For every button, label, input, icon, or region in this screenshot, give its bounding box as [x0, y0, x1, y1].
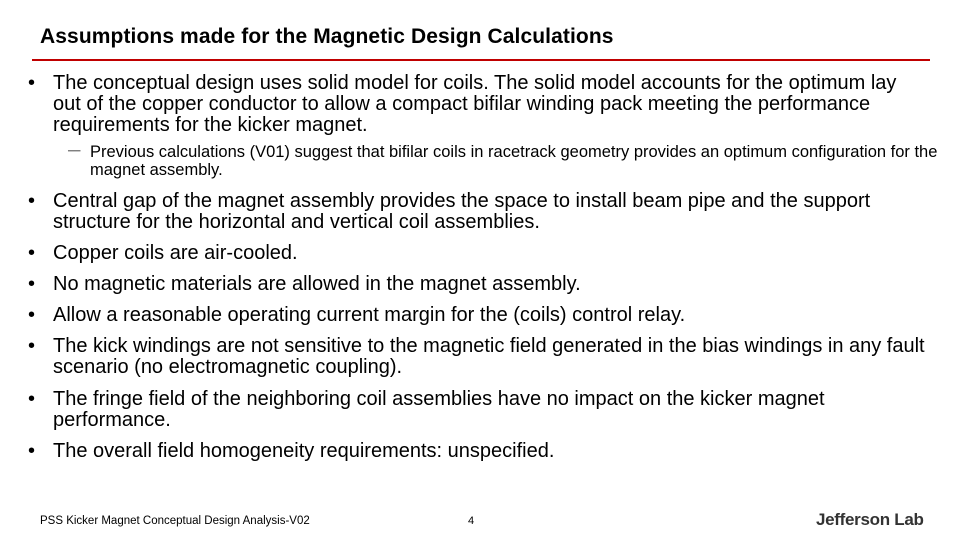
bullet-item	[28, 73, 928, 136]
bullet-item	[28, 305, 928, 326]
bullet-marker: •	[28, 72, 36, 94]
bullet-marker: •	[28, 190, 36, 212]
title-underline	[32, 59, 930, 61]
bullet-item	[28, 274, 928, 295]
bullet-text: The fringe field of the neighboring coil assemblies have no impact on the kicker magnet performance.	[53, 388, 825, 431]
sub-bullet-marker: －	[66, 143, 83, 161]
bullet-marker: •	[28, 273, 36, 295]
bullet-item	[28, 191, 928, 233]
bullet-text: The conceptual design uses solid model for coils. The solid model accounts for the optimum lay out of the copper conductor to allow a compact bifilar winding pack meeting the performance requirements for the kicker magnet.	[53, 72, 897, 136]
bullet-marker: •	[28, 388, 36, 410]
bullet-marker: •	[28, 304, 36, 326]
bullet-text: Allow a reasonable operating current margin for the (coils) control relay.	[53, 304, 686, 326]
sub-bullet-item	[66, 143, 946, 179]
bullet-marker: •	[28, 335, 36, 357]
slide-title: Assumptions made for the Magnetic Design Calculations	[40, 25, 614, 48]
bullet-item	[28, 243, 928, 264]
bullet-text: The overall field homogeneity requirements: unspecified.	[53, 440, 555, 462]
jefferson-lab-logo: Jefferson Lab	[816, 510, 924, 529]
footer-document-title: PSS Kicker Magnet Conceptual Design Analysis-V02	[40, 515, 310, 527]
bullet-item	[28, 389, 928, 431]
bullet-item	[28, 336, 928, 378]
bullet-text: Central gap of the magnet assembly provides the space to install beam pipe and the support structure for the horizontal and vertical coil assemblies.	[53, 190, 871, 233]
bullet-text: The kick windings are not sensitive to the magnetic field generated in the bias windings in any fault scenario (no electromagnetic coupling).	[53, 335, 925, 378]
page-number: 4	[468, 515, 475, 527]
bullet-marker: •	[28, 242, 36, 264]
bullet-text: No magnetic materials are allowed in the magnet assembly.	[53, 273, 581, 295]
bullet-item	[28, 441, 928, 462]
sub-bullet-text: Previous calculations (V01) suggest that bifilar coils in racetrack geometry provides an optimum configuration for the magnet assembly.	[90, 143, 938, 179]
bullet-marker: •	[28, 440, 36, 462]
bullet-text: Copper coils are air-cooled.	[53, 242, 298, 264]
